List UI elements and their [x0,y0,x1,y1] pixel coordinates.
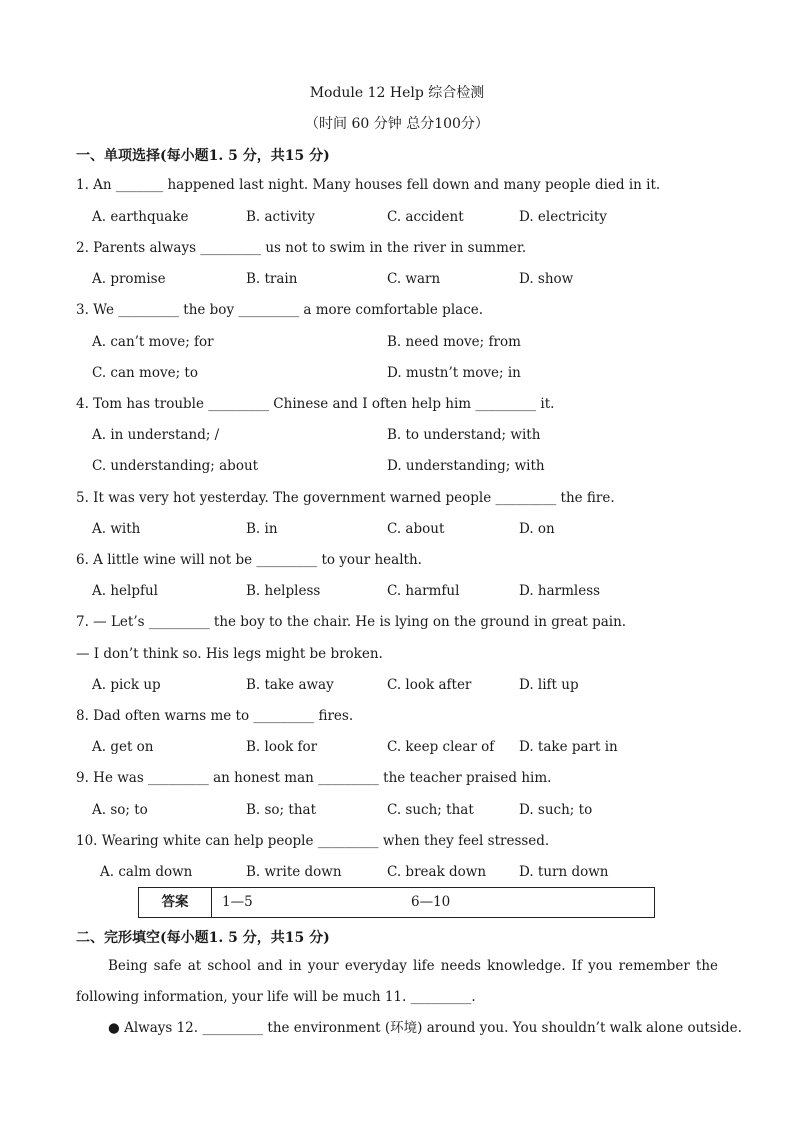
options-7 [92,677,732,697]
question-3: 3. We _________ the boy _________ a more comfortable place. [76,302,484,318]
option-d: D. show [519,271,574,287]
cloze-paragraph-2: ● Always 12. _________ the environment (环境) around you. You shouldn’t walk alone outside. [108,1020,742,1036]
options-4-row-2 [92,458,732,478]
option-d: D. turn down [519,864,609,880]
option-d: D. such; to [519,802,593,818]
options-6 [92,583,732,603]
option-b: B. helpless [246,583,321,599]
question-8: 8. Dad often warns me to _________ fires. [76,708,354,724]
option-b: B. train [246,271,298,287]
options-5 [92,521,732,541]
option-c: C. understanding; about [92,458,259,474]
option-c: C. harmful [387,583,460,599]
option-c: C. accident [387,209,464,225]
section-heading-2: 二、完形填空(每小题1. 5 分，共15 分) [76,930,330,946]
options-10 [100,864,740,884]
page-subtitle: （时间 60 分钟 总分100分） [305,116,489,132]
answer-range-6-10: 6—10 [411,894,451,910]
option-a: A. get on [92,739,154,755]
question-5: 5. It was very hot yesterday. The government warned people _________ the fire. [76,490,615,506]
option-d: D. lift up [519,677,579,693]
option-d: D. understanding; with [387,458,545,474]
question-7-reply: — I don’t think so. His legs might be broken. [76,646,383,662]
option-d: D. electricity [519,209,607,225]
options-4-row-1 [92,427,732,447]
option-a: A. calm down [100,864,193,880]
option-d: D. take part in [519,739,618,755]
options-3-row-2 [92,365,732,385]
option-b: B. write down [246,864,342,880]
options-3-row-1 [92,334,732,354]
option-b: B. activity [246,209,315,225]
option-c: C. break down [387,864,487,880]
option-b: B. need move; from [387,334,521,350]
option-b: B. look for [246,739,318,755]
option-b: B. to understand; with [387,427,541,443]
option-c: C. such; that [387,802,474,818]
option-a: A. pick up [92,677,161,693]
question-9: 9. He was _________ an honest man _________ the teacher praised him. [76,770,552,786]
option-a: A. helpful [92,583,158,599]
option-c: C. can move; to [92,365,198,381]
answer-box [138,887,655,918]
section-heading-1: 一、单项选择(每小题1. 5 分，共15 分) [76,148,330,164]
page-title: Module 12 Help 综合检测 [309,85,485,101]
option-c: C. look after [387,677,472,693]
option-d: D. harmless [519,583,601,599]
question-2: 2. Parents always _________ us not to swim in the river in summer. [76,240,527,256]
question-7: 7. — Let’s _________ the boy to the chair. He is lying on the ground in great pain. [76,614,627,630]
option-b: B. so; that [246,802,316,818]
option-c: C. about [387,521,445,537]
option-a: A. promise [92,271,166,287]
option-d: D. on [519,521,555,537]
options-8 [92,739,732,759]
question-1: 1. An _______ happened last night. Many houses fell down and many people died in it. [76,177,661,193]
option-d: D. mustn’t move; in [387,365,521,381]
question-6: 6. A little wine will not be _________ to your health. [76,552,422,568]
option-c: C. keep clear of [387,739,495,755]
question-10: 10. Wearing white can help people _________ when they feel stressed. [76,833,550,849]
option-a: A. in understand; / [92,427,220,443]
answer-label: 答案 [139,888,212,917]
options-9 [92,802,732,822]
option-b: B. in [246,521,278,537]
answer-range-1-5: 1—5 [222,894,253,910]
question-4: 4. Tom has trouble _________ Chinese and I often help him _________ it. [76,396,555,412]
option-a: A. so; to [92,802,148,818]
options-2 [92,271,732,291]
option-c: C. warn [387,271,441,287]
option-b: B. take away [246,677,334,693]
option-a: A. with [92,521,141,537]
options-1 [92,209,732,229]
option-a: A. earthquake [92,209,189,225]
cloze-paragraph-1: Being safe at school and in your everyday life needs knowledge. If you remember the following information, your life will be much 11. _________. [76,958,718,1005]
option-a: A. can’t move; for [92,334,214,350]
